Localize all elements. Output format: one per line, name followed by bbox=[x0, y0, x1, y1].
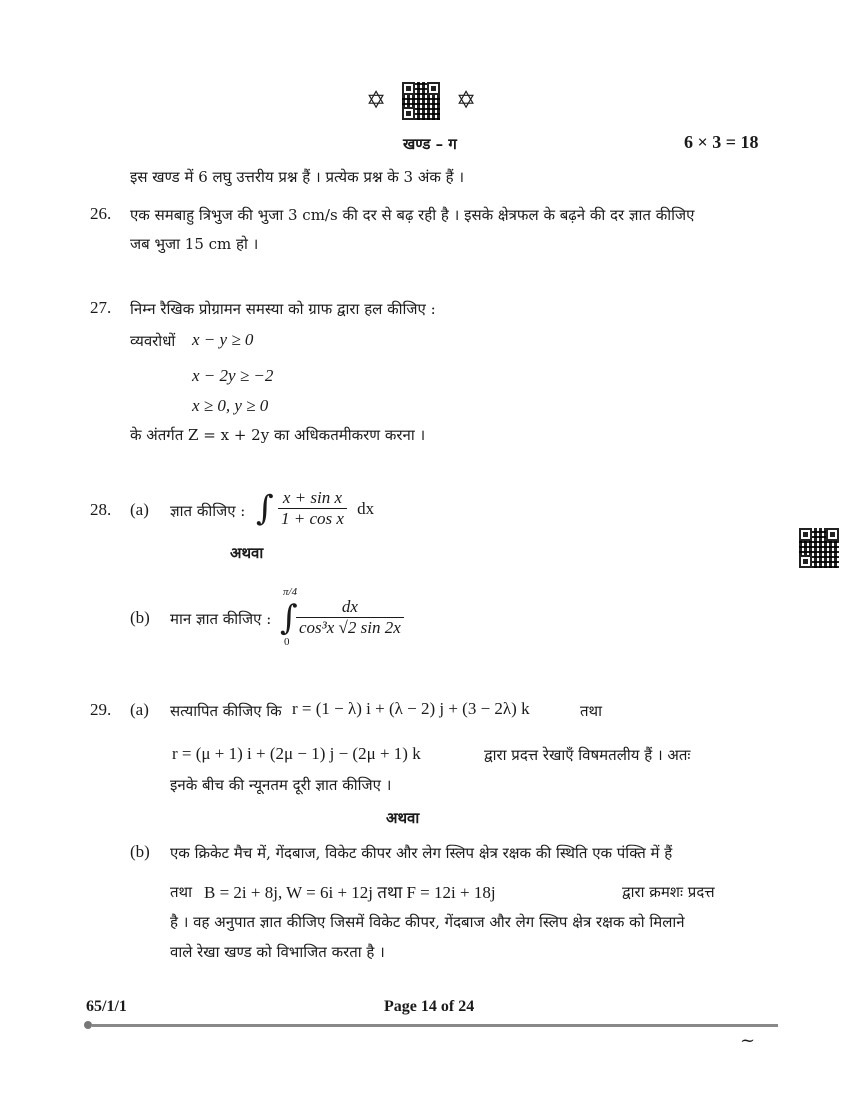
part-text: इनके बीच की न्यूनतम दूरी ज्ञात कीजिए । bbox=[170, 776, 392, 794]
part-label: (a) bbox=[130, 700, 149, 719]
section-title: खण्ड – ग bbox=[403, 135, 457, 153]
footer-tilde: ~ bbox=[740, 1030, 756, 1051]
vector-equation: r = (1 − λ) i + (λ − 2) j + (3 − 2λ) k bbox=[292, 699, 530, 718]
paper-code: 65/1/1 bbox=[86, 998, 127, 1015]
constraint-1: x − y ≥ 0 bbox=[192, 330, 254, 349]
part-text: तथा bbox=[580, 702, 603, 720]
constraint-3: x ≥ 0, y ≥ 0 bbox=[192, 396, 269, 415]
question-number: 28. bbox=[90, 500, 112, 519]
part-label: (a) bbox=[130, 500, 149, 519]
question-text: एक समबाहु त्रिभुज की भुजा 3 cm/s की दर से बढ़ रही है । इसके क्षेत्रफल के बढ़ने की दर ज्ञात कीजिए bbox=[130, 206, 695, 224]
part-text: सत्यापित कीजिए कि bbox=[170, 702, 282, 720]
page-number: Page 14 of 24 bbox=[384, 998, 475, 1015]
star-icon-left: ✡ bbox=[366, 86, 387, 114]
part-text: तथा bbox=[170, 883, 193, 901]
part-text: मान ज्ञात कीजिए : bbox=[170, 610, 272, 628]
integral-expression-a bbox=[256, 488, 374, 529]
part-text: वाले रेखा खण्ड को विभाजित करता है । bbox=[170, 943, 385, 961]
star-icon-right: ✡ bbox=[456, 86, 477, 114]
question-text: निम्न रैखिक प्रोग्रामन समस्या को ग्राफ द्वारा हल कीजिए : bbox=[130, 300, 436, 318]
objective-text: के अंतर्गत Z = x + 2y का अधिकतमीकरण करना । bbox=[130, 426, 426, 444]
question-text: जब भुजा 15 cm हो । bbox=[130, 235, 259, 253]
part-text: ज्ञात कीजिए : bbox=[170, 502, 246, 520]
part-label: (b) bbox=[130, 842, 150, 861]
denominator: cos³x √2 sin 2x bbox=[299, 618, 401, 637]
section-marks: 6 × 3 = 18 bbox=[684, 132, 759, 152]
section-instructions: इस खण्ड में 6 लघु उत्तरीय प्रश्न हैं । प्रत्येक प्रश्न के 3 अंक हैं । bbox=[130, 168, 465, 186]
constraint-2: x − 2y ≥ −2 bbox=[192, 366, 274, 385]
fraction bbox=[296, 597, 404, 638]
integral-upper-limit: π/4 bbox=[283, 586, 298, 598]
numerator: x + sin x bbox=[278, 488, 347, 509]
integral-sign: ∫ bbox=[280, 598, 298, 638]
part-text: द्वारा प्रदत्त रेखाएँ विषमतलीय हैं । अतः bbox=[484, 746, 691, 764]
or-separator: अथवा bbox=[230, 544, 264, 562]
part-label: (b) bbox=[130, 608, 150, 627]
footer-dot bbox=[84, 1021, 92, 1029]
numerator: dx bbox=[296, 597, 404, 618]
integral-expression-b bbox=[296, 597, 404, 638]
differential: dx bbox=[357, 498, 375, 518]
or-separator: अथवा bbox=[386, 809, 420, 827]
fraction bbox=[278, 488, 347, 529]
vector-equation: r = (μ + 1) i + (2μ − 1) j − (2μ + 1) k bbox=[172, 744, 421, 763]
question-number: 29. bbox=[90, 700, 112, 719]
footer-rule bbox=[92, 1024, 778, 1027]
part-text: द्वारा क्रमशः प्रदत्त bbox=[622, 883, 715, 901]
denominator: 1 + cos x bbox=[280, 509, 344, 528]
vector-equation: B = 2i + 8j, W = 6i + 12j तथा F = 12i + 18j bbox=[204, 883, 496, 902]
part-text: एक क्रिकेट मैच में, गेंदबाज, विकेट कीपर और लेग स्लिप क्षेत्र रक्षक की स्थिति एक पंक्ति में हैं bbox=[170, 844, 673, 862]
qr-code-side bbox=[799, 528, 839, 568]
question-number: 26. bbox=[90, 204, 112, 223]
qr-code-top bbox=[402, 82, 440, 120]
integral-lower-limit: 0 bbox=[284, 636, 290, 648]
integral-sign: ∫ bbox=[256, 488, 274, 529]
constraints-label: व्यवरोधों bbox=[130, 332, 176, 350]
question-number: 27. bbox=[90, 298, 112, 317]
part-text: है । वह अनुपात ज्ञात कीजिए जिसमें विकेट कीपर, गेंदबाज और लेग स्लिप क्षेत्र रक्षक को मिलाने bbox=[170, 913, 685, 931]
